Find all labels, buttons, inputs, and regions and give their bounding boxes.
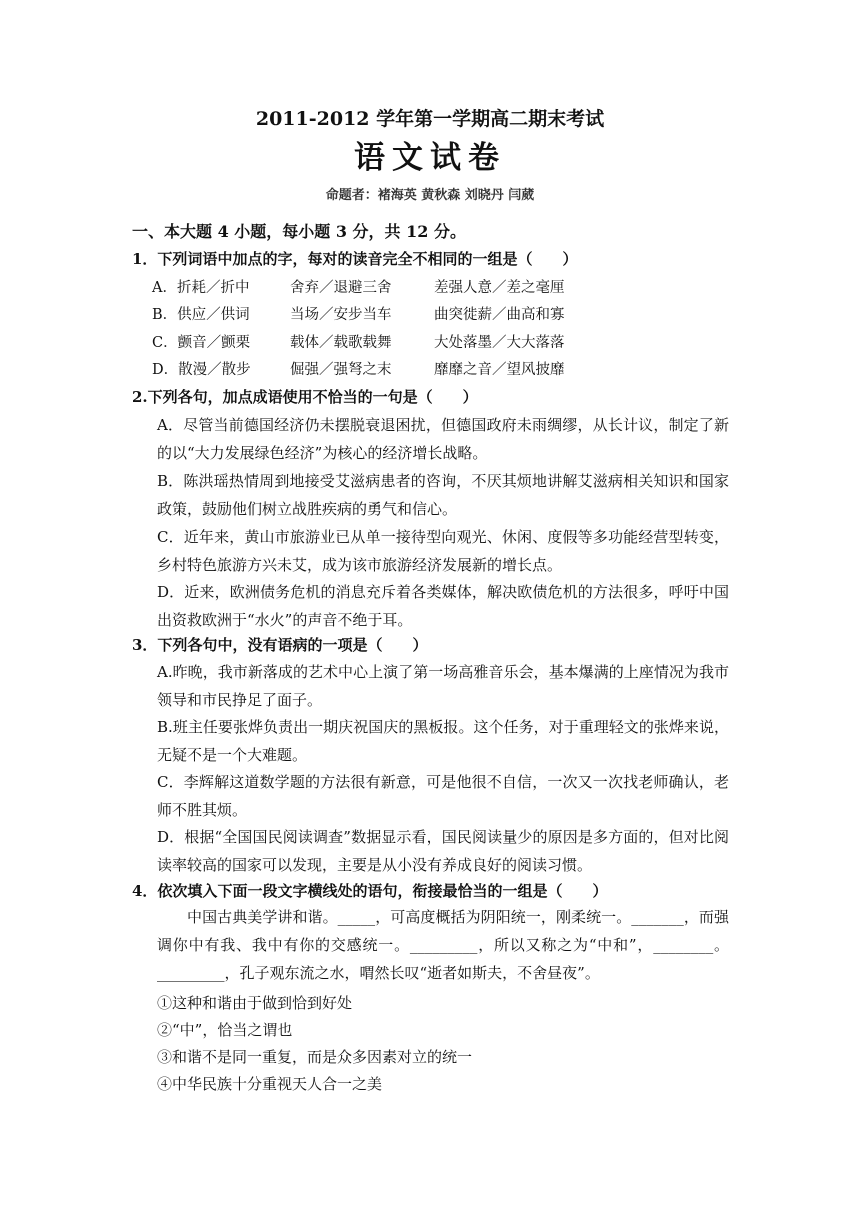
q1-option-d-col3: 靡靡之音／望风披靡 (434, 362, 565, 378)
q3-option-d: D．根据“全国国民阅读调查”数据显示看，国民阅读量少的原因是多方面的，但对比阅读率较高的国家可以发现，主要是从小没有养成良好的阅读习惯。 (157, 828, 729, 874)
question-3-stem: 3．下列各句中，没有语病的一项是（ ） (132, 636, 428, 654)
q1-option-c-col1: C．颤音／颤栗 (152, 335, 251, 351)
q3-option-c: C．李辉解这道数学题的方法很有新意，可是他很不自信，一次又一次找老师确认，老师不胜其烦。 (157, 773, 729, 819)
q1-option-b-col3: 曲突徙薪／曲高和寡 (434, 307, 565, 323)
q3-option-a: A.昨晚，我市新落成的艺术中心上演了第一场高雅音乐会，基本爆满的上座情况为我市领导和市民挣足了面子。 (157, 663, 729, 709)
exam-subject-title: 语文试卷 (354, 140, 506, 176)
q1-option-b-col2: 当场／安步当车 (290, 307, 392, 323)
q1-option-c-col2: 载体／载歌载舞 (290, 335, 392, 351)
q1-option-a-col2: 舍弃／退避三舍 (290, 280, 392, 296)
q2-option-c: C．近年来，黄山市旅游业已从单一接待型向观光、休闲、度假等多功能经营型转变，乡村特色旅游方兴未艾，成为该市旅游经济发展新的增长点。 (157, 528, 729, 574)
q4-item-3: ③和谐不是同一重复，而是众多因素对立的统一 (157, 1048, 473, 1066)
question-2-stem: 2.下列各句，加点成语使用不恰当的一句是（ ） (132, 388, 478, 406)
authors-line: 命题者：褚海英 黄秋森 刘晓丹 闫葳 (325, 188, 535, 203)
q1-option-b-col1: B．供应／供词 (152, 307, 250, 323)
q1-option-a-col3: 差强人意／差之毫厘 (434, 280, 565, 296)
q1-option-a-col1: A．折耗／折中 (152, 280, 250, 296)
q2-option-a: A．尽管当前德国经济仍未摆脱衰退困扰，但德国政府未雨绸缪，从长计议，制定了新的以“大力发展绿色经济”为核心的经济增长战略。 (157, 416, 729, 462)
exam-title: 2011-2012 学年第一学期高二期末考试 (255, 108, 605, 130)
question-4-stem: 4．依次填入下面一段文字横线处的语句，衔接最恰当的一组是（ ） (132, 882, 608, 900)
q4-item-1: ①这种和谐由于做到恰到好处 (157, 994, 353, 1012)
section-heading: 一、本大题 4 小题，每小题 3 分，共 12 分。 (132, 222, 466, 241)
q4-item-2: ②“中”，恰当之谓也 (157, 1021, 293, 1039)
q1-option-d-col2: 倔强／强弩之末 (290, 362, 392, 378)
q2-option-b: B．陈洪瑶热情周到地接受艾滋病患者的咨询，不厌其烦地讲解艾滋病相关知识和国家政策，鼓励他们树立战胜疾病的勇气和信心。 (157, 472, 729, 518)
q4-item-4: ④中华民族十分重视天人合一之美 (157, 1075, 383, 1093)
q1-option-c-col3: 大处落墨／大大落落 (434, 335, 565, 351)
q4-passage: 中国古典美学讲和谐。_____，可高度概括为阴阳统一，刚柔统一。_______，而强调你中有我、我中有你的交感统一。_________，所以又称之为“中和”，________。_________，孔子观东流之水，喟然长叹“逝者如斯夫，不舍昼夜”。 (157, 908, 729, 982)
question-1-stem: 1．下列词语中加点的字，每对的读音完全不相同的一组是（ ） (132, 250, 578, 268)
q3-option-b: B.班主任要张烨负责出一期庆祝国庆的黑板报。这个任务，对于重理轻文的张烨来说，无疑不是一个大难题。 (157, 718, 729, 764)
q2-option-d: D．近来，欧洲债务危机的消息充斥着各类媒体，解决欧债危机的方法很多，呼吁中国出资救欧洲于“水火”的声音不绝于耳。 (157, 583, 729, 629)
q1-option-d-col1: D．散漫／散步 (152, 362, 251, 378)
